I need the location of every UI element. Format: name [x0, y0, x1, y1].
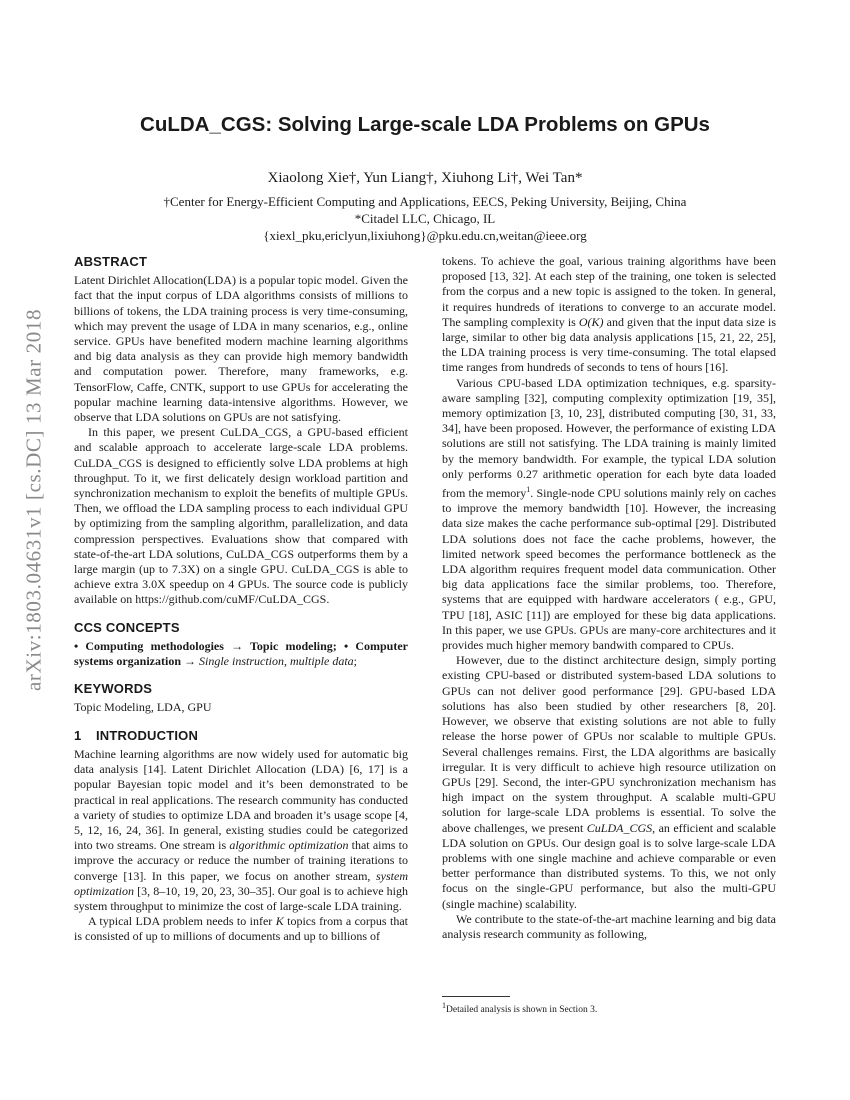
- text-run: , an efficient and scalable LDA solution on GPUs. Our design goal is to solve large-scale LDA problems with one single machine and achieve comparable or even better performance than distributed systems. To this, we not only focus on the single-GPU performance, but also the multi-GPU (single machine) scalability.: [442, 820, 776, 911]
- text-run: that aims to improve the accuracy or reduce the number of training iterations to converge [13]. In this paper, we focus on another stream,: [74, 838, 408, 883]
- footnote-text: Detailed analysis is shown in Section 3.: [446, 1005, 598, 1016]
- text-run: Various CPU-based LDA optimization techniques, e.g. sparsity-aware sampling [32], computing complexity optimization [19, 35], memory optimization [3, 10, 23], distributed computing [30, 31, 33, 34], have been proposed. However, the performance of existing LDA solutions are still not satisfying. The LDA training is mainly limited by the memory bandwidth. For example, the typical LDA solution only performs 0.27 arithmetic operation for each byte data loaded from the memory: [442, 375, 776, 501]
- abstract-paragraph: In this paper, we present CuLDA_CGS, a GPU-based efficient and scalable approach to accelerate large-scale LDA problems. CuLDA_CGS is designed to efficiently solve LDA problems at high throughput. To it, we first delicately design workload partition and synchronization mechanism to exploit the benefits of multiple GPUs. Then, we offload the LDA sampling process to each individual GPU by optimizing from the sampling algorithm, parallelization, and data compression perspectives. Evaluations show that compared with state-of-the-art LDA solutions, CuLDA_CGS outperforms them by a large margin (up to 7.3X) on a single GPU. CuLDA_CGS is able to achieve extra 3.0X speedup on 4 GPUs. The source code is publicly available on https://github.com/cuMF/CuLDA_CGS.: [74, 425, 408, 607]
- ccs-punct: ;: [353, 654, 358, 669]
- keywords-heading: KEYWORDS: [74, 681, 153, 697]
- footnote-marker: 1: [526, 485, 531, 495]
- body-paragraph: We contribute to the state-of-the-art machine learning and big data analysis research community as following,: [442, 911, 776, 941]
- body-paragraph: [442, 653, 776, 911]
- ccs-arrow: →: [181, 654, 199, 669]
- arxiv-identifier-stamp: [14, 290, 54, 710]
- text-run: A typical LDA problem needs to infer: [88, 914, 276, 929]
- text-run: and given that the input data size is large, similar to other big data analysis applications [15, 21, 22, 25], the LDA training process is very time-consuming. The total elapsed time ranges from hundreds of seconds to tens of hours [16].: [442, 314, 776, 375]
- paper-title: CuLDA_CGS: Solving Large-scale LDA Problems on GPUs: [140, 113, 710, 136]
- text-run: Machine learning algorithms are now widely used for automatic big data analysis [14]. Latent Dirichlet Allocation (LDA) [6, 17] is a popular Bayesian topic model and it’s been demonstrated to be practical in real applications. The research community has conducted a variety of studies to optimize LDA and broaden it’s usage scope [4, 5, 12, 16, 24, 36]. In general, existing studies could be categorized into two streams. One stream is: [74, 746, 408, 853]
- footnote-number: 1: [442, 1001, 446, 1010]
- ccs-term: • Computer systems organization: [74, 638, 409, 669]
- text-run: topics from a corpus that is consisted of up to millions of documents and up to billions of: [74, 914, 408, 944]
- abstract-heading: ABSTRACT: [74, 254, 148, 269]
- ccs-concepts-text: [74, 639, 408, 669]
- introduction-heading: [74, 728, 408, 743]
- text-run: [3, 8–10, 19, 20, 23, 30–35]. Our goal is to achieve high system throughput to minimize the cost of large-scale LDA training.: [74, 883, 408, 913]
- abstract-paragraph: Latent Dirichlet Allocation(LDA) is a popular topic model. Given the fact that the input corpus of LDA algorithms consists of millions to billions of tokens, the LDA training process is very time-consuming, which may prevent the usage of LDA in many scenarios, e.g., online service. GPUs have benefited modern machine learning algorithms and big data analysis as they can provide high memory bandwidth and computation power. Therefore, many frameworks, e.g. TensorFlow, Caffe, CNTK, support to use GPUs for accelerating the popular machine learning data-intensive algorithms. However, we observe that LDA solutions on GPUs are not satisfying.: [74, 273, 408, 425]
- body-paragraph: [442, 254, 776, 376]
- intro-paragraph: [74, 747, 408, 914]
- math-symbol: K: [275, 914, 284, 929]
- ccs-heading: CCS CONCEPTS: [74, 619, 180, 635]
- author-list: Xiaolong Xie†, Yun Liang†, Xiuhong Li†, Wei Tan*: [267, 170, 583, 186]
- math-expression: O(K): [578, 314, 604, 329]
- text-run: . Single-node CPU solutions mainly rely on caches to improve the memory bandwidth [10]. However, the increasing data size makes the cache performance sub-optimal [29]. Distributed LDA solutions does not face the cache problems, however, the limited network speed becomes the performance bottleneck as the LDA algorithm requires frequent model data communication. Other big data applications face the similar problems, too. Therefore, systems that are equipped with hardware accelerators ( e.g., GPU, TPU [18], ASIC [11]) are employed for these big data applications. In this paper, we use GPUs. GPUs are many-core architectures and it provides much higher memory bandwith compared to CPUs.: [442, 486, 777, 653]
- affiliation-line: †Center for Energy-Efficient Computing and Applications, EECS, Peking University, Beijing, China: [163, 194, 687, 209]
- intro-paragraph: [74, 914, 408, 944]
- ccs-subterm: Single instruction, multiple data: [199, 654, 354, 669]
- affiliation-line: *Citadel LLC, Chicago, IL: [354, 211, 496, 226]
- body-paragraph: [442, 376, 776, 654]
- right-column: [442, 254, 776, 942]
- author-emails: {xiexl_pku,ericlyun,lixiuhong}@pku.edu.cn,weitan@ieee.org: [263, 228, 587, 243]
- section-number: 1: [74, 727, 82, 743]
- emphasis: CuLDA_CGS: [586, 820, 653, 835]
- text-run: tokens. To achieve the goal, various training algorithms have been proposed [13, 32]. At each step of the training, one token is selected from the corpus and a new topic is assigned to the token. In general, it requires hundreds of iterations to converge to an accurate model. The sampling complexity is: [442, 254, 776, 329]
- footnote: [442, 1001, 597, 1015]
- emphasis: system optimization: [74, 868, 408, 898]
- emphasis: algorithmic optimization: [229, 838, 349, 853]
- left-column: [74, 254, 408, 945]
- arxiv-stamp-text: arXiv:1803.04631v1 [cs.DC] 13 Mar 2018: [21, 308, 46, 692]
- section-title: INTRODUCTION: [96, 727, 199, 743]
- keywords-text: Topic Modeling, LDA, GPU: [74, 700, 212, 715]
- ccs-term: • Computing methodologies → Topic modeling;: [74, 638, 337, 653]
- footnote-divider: [442, 996, 510, 997]
- text-run: However, due to the distinct architecture design, simply porting existing CPU-based or distributed system-based LDA solutions to GPUs can not deliver good performance [29]. GPU-based LDA solutions has also been studied by other researchers [8, 20]. However, we observe that existing solutions are not able to fully release the horse power of GPUs nor scalable to multiple GPUs. Several challenges remains. First, the LDA algorithms are basically irregular. It is very difficult to achieve high resource utilization on GPUs [29]. Second, the inter-GPU synchronization mechanism has high impact on the system throughput. A scalable multi-GPU solution for large-scale LDA problems is essential. To solve the above challenges, we present: [442, 653, 776, 835]
